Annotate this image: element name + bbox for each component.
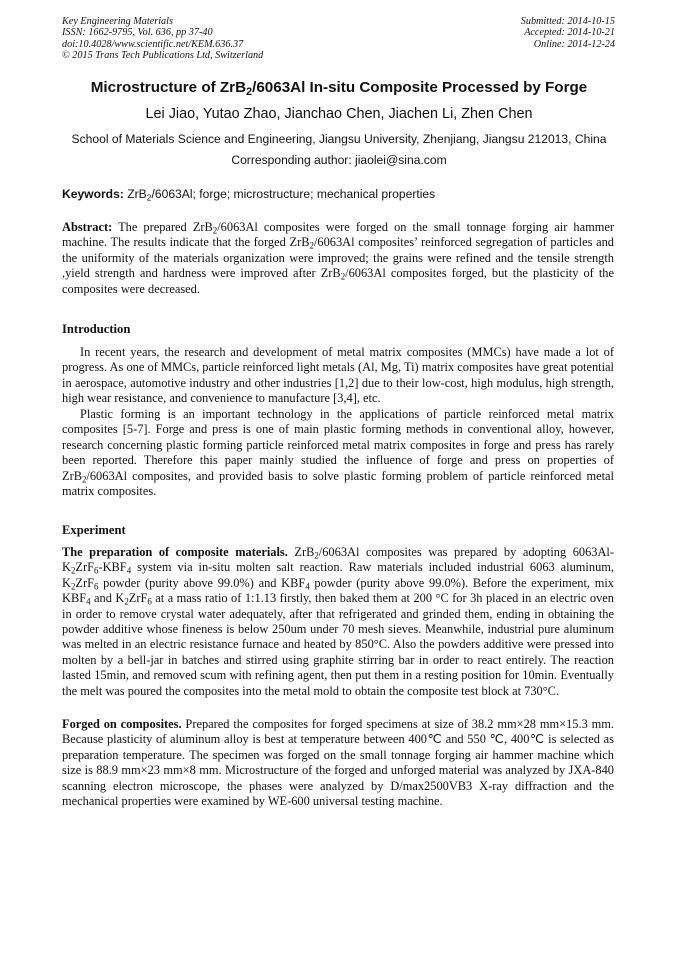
keywords: Keywords: ZrB$_2$/6063Al; forge; microstructure; mechanical properties: [62, 187, 436, 203]
dates-header: [521, 16, 615, 50]
copyright-line: © 2015 Trans Tech Publications Ltd, Switzerland: [62, 49, 264, 61]
corresponding-author: Corresponding author: jiaolei@sina.com: [231, 153, 447, 167]
forging-paragraph: Forged on composites. Prepared the composites for forged specimens at size of 38.2 mm×28 mm×15.3 mm. Because plasticity of aluminum alloy is best at temperature between 400℃ and 550 ℃, 400℃ is selected as preparation temperature. The specimen was forged on the small tonnage forging air hammer machine which size is 88.9 mm×23 mm×8 mm. Microstructure of the forged and unforged material was analyzed by JXA-840 scanning electron microscope, the phases were analyzed by D/max2500VB3 X-ray diffraction and the mechanical properties were examined by WE-600 universal testing machine.: [62, 717, 615, 809]
preparation-subheading: The preparation of composite materials.: [62, 545, 288, 559]
forging-subheading: Forged on composites.: [62, 717, 182, 731]
abstract: Abstract: The prepared ZrB$_2$/6063Al composites were forged on the small tonnage forging air hammer machine. The results indicate that the forged ZrB$_2$/6063Al composites’ reinforced segregation of particles and the uniformity of the materials organization were improved; the grains were refined and the tensile strength ,yield strength and hardness were improved after ZrB$_2$/6063Al composites forged, but the plasticity of the composites were decreased.: [62, 220, 615, 296]
paper-title: Microstructure of ZrB$_2$/6063Al In-situ Composite Processed by Forge: [90, 79, 588, 99]
abstract-label: Abstract:: [62, 220, 113, 234]
online-date: Online: 2014-12-24: [533, 38, 615, 50]
submitted-date: Submitted: 2014-10-15: [520, 16, 615, 27]
author-email-link[interactable]: jiaolei@sina.com: [355, 153, 447, 167]
preparation-paragraph: The preparation of composite materials. ZrB$_2$/6063Al composites was prepared by adopting $6063Al-K_2ZrF_6-KBF_4$ system via in-situ molten salt reaction. Raw materials included industrial 6063 aluminum, $K_2ZrF_6$ powder (purity above 99.0%) and $KBF_4$ powder (purity above 99.0%). Before the experiment, mix $KBF_4$ and $K_2ZrF_6$ at a mass ratio of 1:1.13 firstly, then baked them at 200 °C for 3h placed in an electric oven in order to remove crystal water adequately, after that refrigerated and grinded them, ending in obtaining the powder additive whose fineness is below 250um under 70 mesh sieves. Meanwhile, industrial pure aluminum was melted in an electric resistance furnace and heated by 850°C. Also the powders additive were pressed into molten by a bell-jar in batches and stirred using graphite stirring bar in order to react entirely. The reaction lasted 15min, and removed scum with refining agent, then put them in a resting position for 10min. Eventually the melt was poured the composites into the metal mold to obtain the composite test block at 730°C.: [62, 545, 615, 698]
journal-header: [62, 16, 263, 61]
experiment-heading: Experiment: [62, 523, 126, 537]
introduction-paragraph-2: Plastic forming is an important technology in the applications of particle reinforced metal matrix composites [5-7]. Forge and press is one of main plastic forming methods in conventional alloy, however, research concerning plastic forming particle reinforced metal matrix composites in forge and press has rarely been reported. Therefore this paper mainly studied the influence of forge and press on properties of ZrB$_2$/6063Al composites, and provided basis to solve plastic forming problem of particle reinforced metal matrix composites.: [62, 407, 614, 499]
doi-line: doi:10.4028/www.scientific.net/KEM.636.37: [62, 38, 244, 50]
accepted-date: Accepted: 2014-10-21: [524, 27, 615, 39]
keywords-label: Keywords:: [62, 187, 124, 201]
journal-name: Key Engineering Materials: [62, 16, 173, 27]
introduction-heading: Introduction: [62, 322, 131, 336]
issn-line: ISSN: 1662-9795, Vol. 636, pp 37-40: [62, 27, 213, 39]
introduction-paragraph-1: In recent years, the research and development of metal matrix composites (MMCs) have made a lot of progress. As one of MMCs, particle reinforced light metals (Al, Mg, Ti) matrix composites have great potential in aerospace, automotive industry and other industries [1,2] due to their low-cost, high modulus, high strength, high wear resistance, and convenience to manufacture [3,4], etc.: [62, 345, 614, 406]
affiliation: School of Materials Science and Engineering, Jiangsu University, Zhenjiang, Jiangsu 212013, China: [71, 132, 607, 146]
author-list: Lei Jiao, Yutao Zhao, Jianchao Chen, Jiachen Li, Zhen Chen: [145, 106, 533, 122]
